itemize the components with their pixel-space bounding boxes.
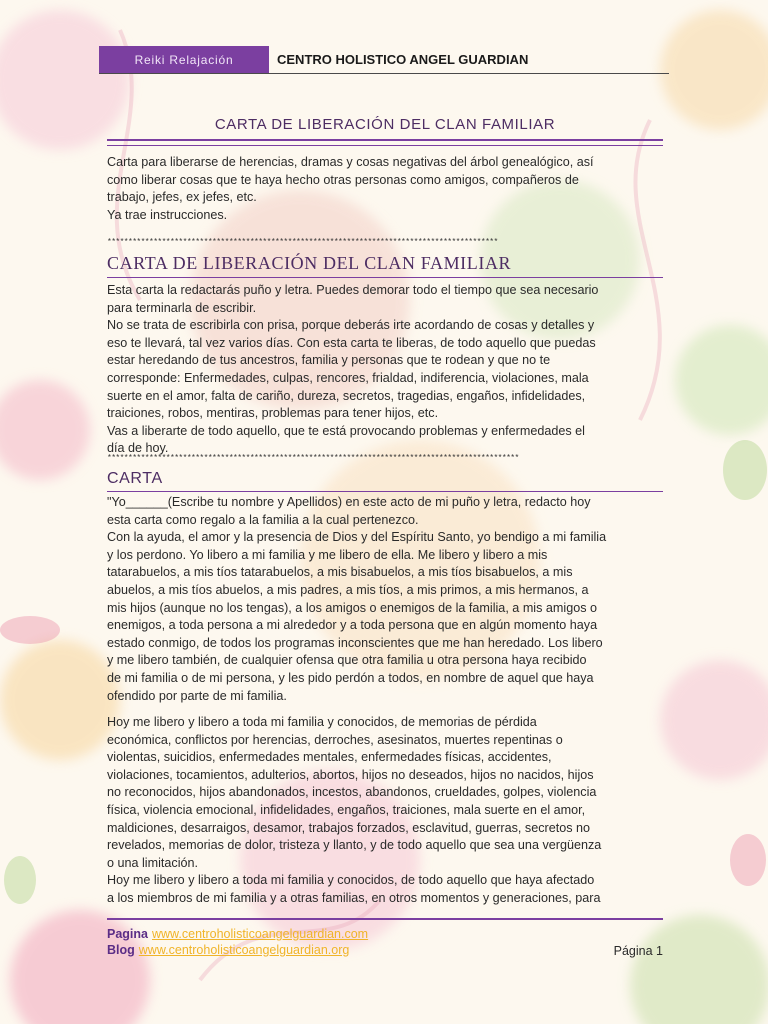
carta-paragraph-1: "Yo______(Escribe tu nombre y Apellidos) en este acto de mi puño y letra, redacto hoy esta carta como regalo a la familia a la cual pertenezco. Con la ayuda, el amor y la presencia de Dios y del Espíritu Santo, yo bendigo a mi familia y los perdono. Yo libero a mi familia y me libero de ella. Me libero y libero a mis tatarabuelos, a mis tíos tatarabuelos, a mis bisabuelos, a mis tíos bisabuelos, a mis abuelos, a mis tíos abuelos, a mis padres, a mis tíos, a mis primos, a mis hermanos, a mis hijos (aunque no los tengas), a los amigos o enemigos de la familia, a mis amigos o enemigos, a toda persona a mi alrededor y a toda persona que en algún momento haya estado conmigo, de todos los programas inconscientes que me han heredado. Los libero y me libero también, de cualquier ofensa que otra familia u otra persona haya recibido de mi familia o de mi persona, y les pido perdón a todos, en nombre de aquel que haya ofendido por parte de mi familia. bbox=[107, 495, 607, 703]
footer-website-line bbox=[107, 926, 663, 942]
footer-pagina-label: Pagina bbox=[107, 927, 148, 941]
page-number: Página 1 bbox=[613, 944, 663, 958]
footer-blog-line bbox=[107, 942, 663, 958]
page-header bbox=[99, 46, 669, 74]
section-heading-rule bbox=[107, 277, 663, 278]
section-heading: CARTA DE LIBERACIÓN DEL CLAN FAMILIAR bbox=[107, 253, 512, 273]
separator-line: ********************************************************************************************* bbox=[107, 238, 498, 247]
carta-paragraph-2: Hoy me libero y libero a toda mi familia y conocidos, de memorias de pérdida económica, conflictos por herencias, derroches, asesinatos, muertes repentinas o violentas, suicidios, enfermedades mentales, enfermedades físicas, accidentes, violaciones, tocamientos, adulterios, abortos, hijos no deseados, hijos no nacidos, hijos no reconocidos, hijos abandonados, incestos, abandonos, crueldades, golpes, violencia física, violencia emocional, infidelidades, engaños, traiciones, mala suerte en el amor, maldiciones, desarraigos, desamor, trabajos forzados, esclavitud, guerras, secretos no revelados, memorias de dolor, tristeza y llanto, y de todo aquello que sea una vergüenza o una limitación. Hoy me libero y libero a toda mi familia y conocidos, de todo aquello que haya afectado a los miembros de mi familia y a otras familias, en otros momentos y generaciones, para bbox=[107, 715, 602, 905]
page-footer bbox=[107, 918, 663, 958]
title-underline bbox=[107, 139, 663, 146]
footer-blog-link[interactable]: www.centroholisticoangelguardian.org bbox=[138, 943, 350, 957]
header-title: CENTRO HOLISTICO ANGEL GUARDIAN bbox=[277, 52, 529, 67]
carta-heading: CARTA bbox=[107, 470, 163, 487]
footer-blog-label: Blog bbox=[107, 943, 135, 957]
document-title: CARTA DE LIBERACIÓN DEL CLAN FAMILIAR bbox=[214, 116, 556, 133]
instructions-paragraph: Esta carta la redactarás puño y letra. Puedes demorar todo el tiempo que sea necesario para terminarla de escribir. No se trata de escribirla con prisa, porque deberás irte acordando de cosas y detalles y eso te llevará, tal vez varios días. Con esta carta te liberas, de todo aquello que puedas estar heredando de tus ancestros, familia y personas que te rodean y que no te corresponde: Enfermedades, culpas, rencores, frialdad, indiferencia, violaciones, mala suerte en el amor, falta de cariño, dureza, secretos, tragedias, engaños, infidelidades, traiciones, robos, mentiras, problemas para tener hijos, etc. Vas a liberarte de todo aquello, que te está provocando problemas y enfermedades el día de hoy. bbox=[107, 283, 599, 456]
separator-line: ************************************************************************************************** bbox=[107, 454, 519, 463]
footer-website-link[interactable]: www.centroholisticoangelguardian.com bbox=[152, 927, 369, 941]
carta-heading-rule bbox=[107, 491, 663, 492]
intro-paragraph: Carta para liberarse de herencias, dramas y cosas negativas del árbol genealógico, así como liberar cosas que te haya hecho otras personas como amigos, compañeros de trabajo, jefes, ex jefes, etc. Ya trae instrucciones. bbox=[107, 155, 594, 222]
header-tag: Reiki Relajación bbox=[99, 46, 269, 73]
